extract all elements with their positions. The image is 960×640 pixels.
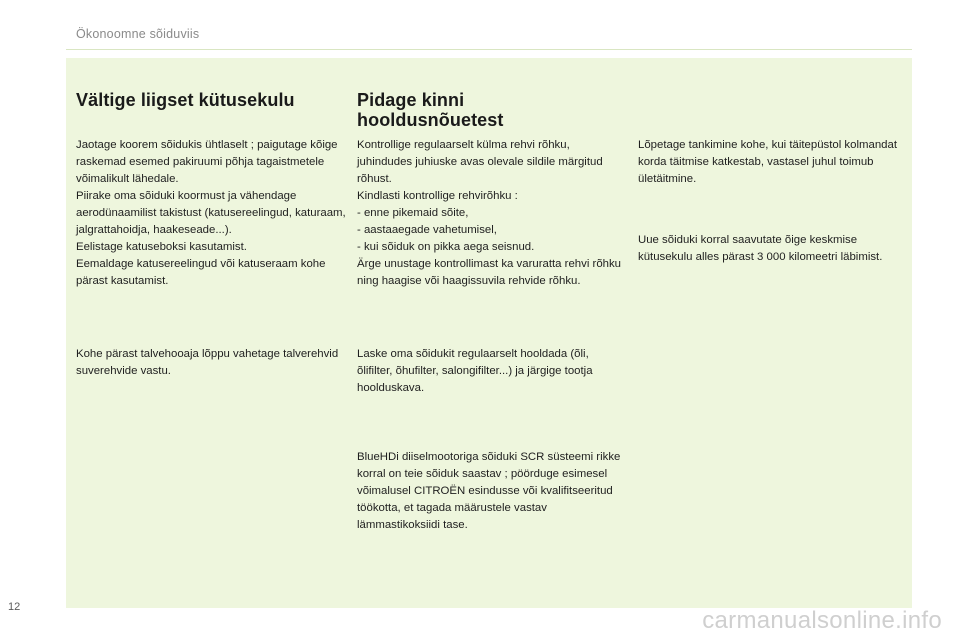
- header-divider: [66, 49, 912, 50]
- new-vehicle-paragraph: Uue sõiduki korral saavutate õige keskmise kütusekulu alles pärast 3 000 kilomeetri läbimist.: [638, 234, 883, 263]
- winter-tyres-paragraph: Kohe pärast talvehooaja lõppu vahetage talverehvid suverehvide vastu.: [76, 348, 339, 377]
- section-header: Ökonoomne sõiduviis: [76, 27, 200, 41]
- refuelling-paragraph: Lõpetage tankimine kohe, kui täitepüstol kolmandat korda täitmise katkestab, vastasel juhul toimub ületäitmine.: [638, 139, 897, 185]
- maintenance-title: Pidage kinni hooldusnõuetest: [357, 90, 504, 130]
- watermark: carmanualsonline.info: [702, 607, 942, 634]
- scr-system-paragraph: BlueHDi diiselmootoriga sõiduki SCR süsteemi rikke korral on teie sõiduk saastav ; pöörduge esimesel võimalusel CITROËN esindusse või kvalifitseeritud töökotta, et tagada määrustele vastav lämmastikoksiidi tase.: [357, 451, 621, 531]
- load-distribution-paragraph: Jaotage koorem sõidukis ühtlaselt ; paigutage kõige raskemad esemed pakiruumi põhja tagaistmetele võimalikult lähedale. Piirake oma sõiduki koormust ja vähendage aerodünaamilist takistust (katusereelingud, katuraam, jalgrattahoidja, haakeseade...). Eelistage katuseboksi kasutamist. Eemaldage katusereelingud või katuseraam kohe pärast kasutamist.: [76, 139, 346, 287]
- page-number: 12: [8, 601, 21, 613]
- service-schedule-paragraph: Laske oma sõidukit regulaarselt hooldada (õli, õlifilter, õhufilter, salongifilter...) ja järgige tootja hoolduskava.: [357, 348, 593, 394]
- tyre-pressure-paragraph: Kontrollige regulaarselt külma rehvi rõhku, juhindudes juhiuske avas olevale sildile märgitud rõhust. Kindlasti kontrollige rehvirõhku : - enne pikemaid sõite, - aastaaegade vahetumisel, - kui sõiduk on pikka aega seisnud. Ärge unustage kontrollimast ka varuratta rehvi rõhku ning haagise või haagissuvila rehvide rõhku.: [357, 139, 622, 287]
- fuel-consumption-title: Vältige liigset kütusekulu: [76, 90, 295, 110]
